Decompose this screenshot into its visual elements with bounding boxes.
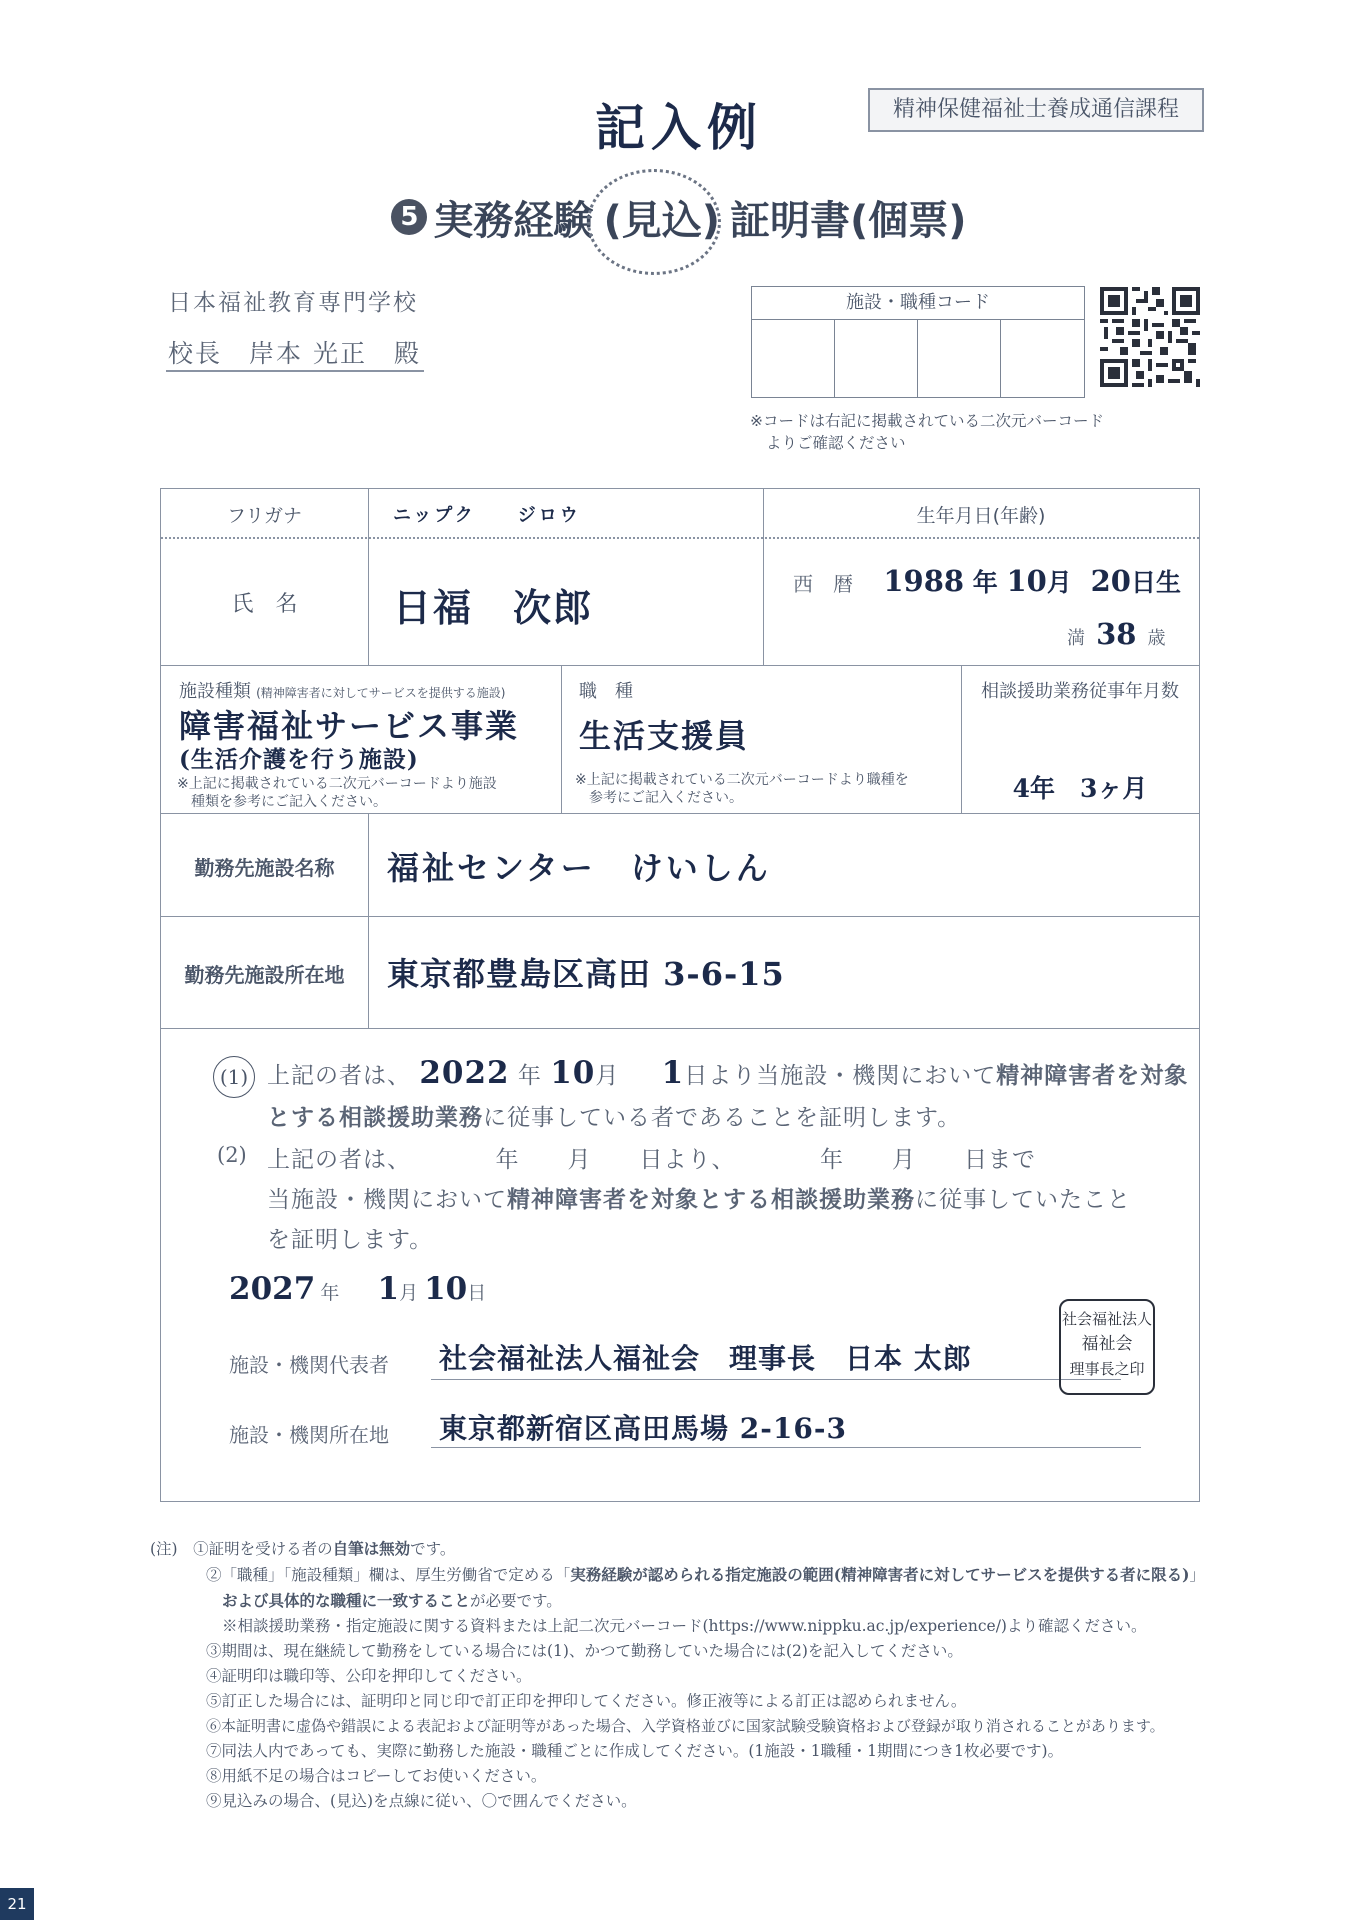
form-number-badge: 5 — [391, 199, 427, 235]
divider — [368, 489, 369, 665]
item1-line1: 上記の者は、 2022 年 10月 1日より当施設・機関において精神障害者を対象 — [267, 1055, 1189, 1091]
divider — [161, 813, 1199, 814]
facility-job-code-box — [751, 286, 1085, 398]
job-value[interactable]: 生活支援員 — [579, 717, 750, 755]
page-title: 記入例 — [595, 99, 763, 157]
item2-line2 — [267, 1181, 1131, 1214]
institution-address-value[interactable]: 東京都新宿区高田馬場 2-16-3 — [439, 1412, 847, 1445]
seal-line1: 社会福祉法人 — [1061, 1310, 1152, 1328]
item1-month[interactable]: 10 — [550, 1055, 596, 1091]
item2-marker[interactable]: (2) — [217, 1143, 247, 1167]
note-8: ⑧用紙不足の場合はコピーしてお使いください。 — [206, 1767, 547, 1785]
job-label: 職 種 — [579, 681, 633, 702]
code-cell-1[interactable] — [752, 320, 835, 397]
birthdate-row[interactable]: 西 暦 1988 年 10月 20日生 — [793, 564, 1181, 598]
age-suffix: 歳 — [1147, 628, 1166, 649]
certification-date[interactable]: 2027 年 1月 10日 — [229, 1271, 487, 1307]
workplace-name-label: 勤務先施設名称 — [194, 856, 335, 880]
representative-value[interactable]: 社会福祉法人福祉会 理事長 日本 太郎 — [439, 1342, 972, 1375]
facility-type-note-line1: ※上記に掲載されている二次元バーコードより施設 — [177, 776, 497, 792]
mikomi-dotted-circle — [587, 169, 721, 275]
code-cell-3[interactable] — [918, 320, 1001, 397]
form-subtitle — [0, 182, 1358, 252]
note-2-sub: ※相談援助業務・指定施設に関する資料または上記二次元バーコード(https://www.nippku.ac.jp/experience/)より確認ください。 — [222, 1617, 1147, 1635]
job-note-line2: 参考にご記入ください。 — [589, 790, 743, 806]
duration-label: 相談援助業務従事年月数 — [981, 681, 1179, 702]
representative-underline — [431, 1379, 1121, 1380]
mikomi-option[interactable] — [593, 189, 730, 246]
note-1: (注) ①証明を受ける者の自筆は無効です。 — [150, 1539, 456, 1558]
dotted-divider — [161, 537, 1199, 539]
code-box-note — [750, 410, 1110, 454]
note-6: ⑥本証明書に虚偽や錯誤による表記および証明等があった場合、入学資格並びに国家試験受験資格および登録が取り消されることがあります。 — [206, 1717, 1165, 1735]
furigana-label: フリガナ — [226, 505, 303, 527]
facility-type-label-note: (精神障害者に対してサービスを提供する施設) — [256, 686, 506, 700]
name-label: 氏 名 — [231, 592, 298, 617]
birth-day: 20 — [1090, 564, 1131, 598]
item1-text-b: 日より当施設・機関において — [684, 1063, 997, 1089]
item1-selected-marker[interactable]: (1) — [213, 1056, 255, 1098]
item2-bold: 精神障害者を対象とする相談援助業務 — [507, 1186, 915, 1213]
note-5: ⑤訂正した場合には、証明印と同じ印で訂正印を押印してください。修正液等による訂正は認められません。 — [206, 1692, 967, 1710]
note-2: ②「職種」「施設種類」欄は、厚生労働省で定める「実務経験が認められる指定施設の範囲(精神障害者に対してサービスを提供する者に限る)」 — [206, 1565, 1205, 1584]
code-cell-2[interactable] — [835, 320, 918, 397]
facility-type-value[interactable]: 障害福祉サービス事業 — [179, 707, 520, 745]
page-number: 21 — [0, 1888, 34, 1920]
item1-line2 — [267, 1099, 961, 1132]
footnotes — [150, 1536, 1250, 1814]
divider — [161, 916, 1199, 917]
item1-text-c: に従事している者であることを証明します。 — [483, 1105, 962, 1131]
item1-year[interactable]: 2022 — [419, 1055, 510, 1091]
addressee-underline — [166, 370, 424, 372]
item2-line1: 上記の者は、 年 月 日より、 年 月 日まで — [267, 1147, 1036, 1173]
school-name: 日本福祉教育専門学校 — [168, 290, 418, 316]
code-box-label: 施設・職種コード — [752, 287, 1084, 320]
code-cell-4[interactable] — [1001, 320, 1083, 397]
workplace-address-value[interactable]: 東京都豊島区高田 3-6-15 — [387, 955, 785, 993]
code-note-line1: ※コードは右記に掲載されている二次元バーコード — [750, 412, 1104, 430]
seal-line3: 理事長之印 — [1069, 1360, 1145, 1378]
age-value: 38 — [1096, 617, 1137, 651]
workplace-address-label: 勤務先施設所在地 — [184, 963, 345, 987]
job-note-line1: ※上記に掲載されている二次元バーコードより職種を — [575, 772, 909, 788]
item1-bold-a: 精神障害者を対象 — [996, 1062, 1189, 1089]
subtitle-prefix: 実務経験 — [433, 197, 594, 244]
qr-code-icon[interactable] — [1100, 287, 1200, 387]
note-9: ⑨見込みの場合、(見込)を点線に従い、〇で囲んでください。 — [206, 1792, 637, 1810]
divider — [368, 813, 369, 1028]
subtitle-suffix: 証明書(個票) — [730, 197, 967, 244]
name-value[interactable]: 日福 次郎 — [393, 585, 594, 630]
note-7: ⑦同法人内であっても、実際に勤務した施設・職種ごとに作成してください。(1施設・1職種・1期間につき1枚必要です)。 — [206, 1742, 1064, 1760]
certificate-form — [160, 488, 1200, 1502]
mikomi-text: (見込) — [603, 197, 720, 244]
facility-type-header — [179, 677, 505, 703]
representative-label: 施設・機関代表者 — [229, 1353, 389, 1377]
date-day: 10 — [424, 1271, 468, 1307]
age-prefix: 満 — [1067, 628, 1085, 649]
note-4: ④証明印は職印等、公印を押印してください。 — [206, 1667, 532, 1685]
era-label: 西 暦 — [793, 572, 853, 596]
notes-lead: (注) — [150, 1540, 178, 1558]
date-year: 2027 — [229, 1271, 316, 1307]
facility-type-value-sub[interactable]: (生活介護を行う施設) — [179, 746, 419, 773]
birthdate-label: 生年月日(年齢) — [916, 505, 1046, 527]
item2-text-a: 当施設・機関において — [267, 1187, 507, 1213]
code-note-line2: よりご確認ください — [766, 434, 906, 452]
item1-day[interactable]: 1 — [661, 1055, 685, 1091]
item1-bold-b: とする相談援助業務 — [267, 1104, 483, 1131]
divider — [161, 665, 1199, 666]
birth-year: 1988 — [883, 564, 965, 598]
facility-type-label: 施設種類 — [179, 681, 251, 702]
official-seal-stamp — [1059, 1299, 1155, 1395]
job-note — [575, 771, 909, 807]
age-row[interactable] — [1067, 617, 1166, 651]
item1-text-a: 上記の者は、 — [267, 1063, 411, 1089]
note-3: ③期間は、現在継続して勤務をしている場合には(1)、かつて勤務していた場合には(2)を記入してください。 — [206, 1642, 963, 1660]
birth-month: 10 — [1006, 564, 1047, 598]
item2-line3: を証明します。 — [267, 1227, 434, 1253]
duration-value[interactable]: 4年 3ヶ月 — [1012, 774, 1148, 803]
course-tag: 精神保健福祉士養成通信課程 — [868, 88, 1204, 132]
address-underline — [431, 1447, 1141, 1448]
seal-line2: 福祉会 — [1081, 1334, 1133, 1354]
furigana-value[interactable]: ニップク ジロウ — [393, 505, 581, 526]
date-month: 1 — [377, 1271, 400, 1307]
item2-text-b: に従事していたこと — [915, 1187, 1131, 1213]
facility-type-note — [177, 775, 497, 811]
workplace-name-value[interactable]: 福祉センター けいしん — [387, 849, 771, 887]
institution-address-label: 施設・機関所在地 — [229, 1423, 389, 1447]
note-2-cont: および具体的な職種に一致することが必要です。 — [222, 1591, 562, 1610]
principal-name: 校長 岸本 光正 殿 — [168, 339, 421, 368]
divider — [561, 665, 562, 813]
divider — [161, 1028, 1199, 1029]
facility-type-note-line2: 種類を参考にご記入ください。 — [191, 794, 387, 810]
